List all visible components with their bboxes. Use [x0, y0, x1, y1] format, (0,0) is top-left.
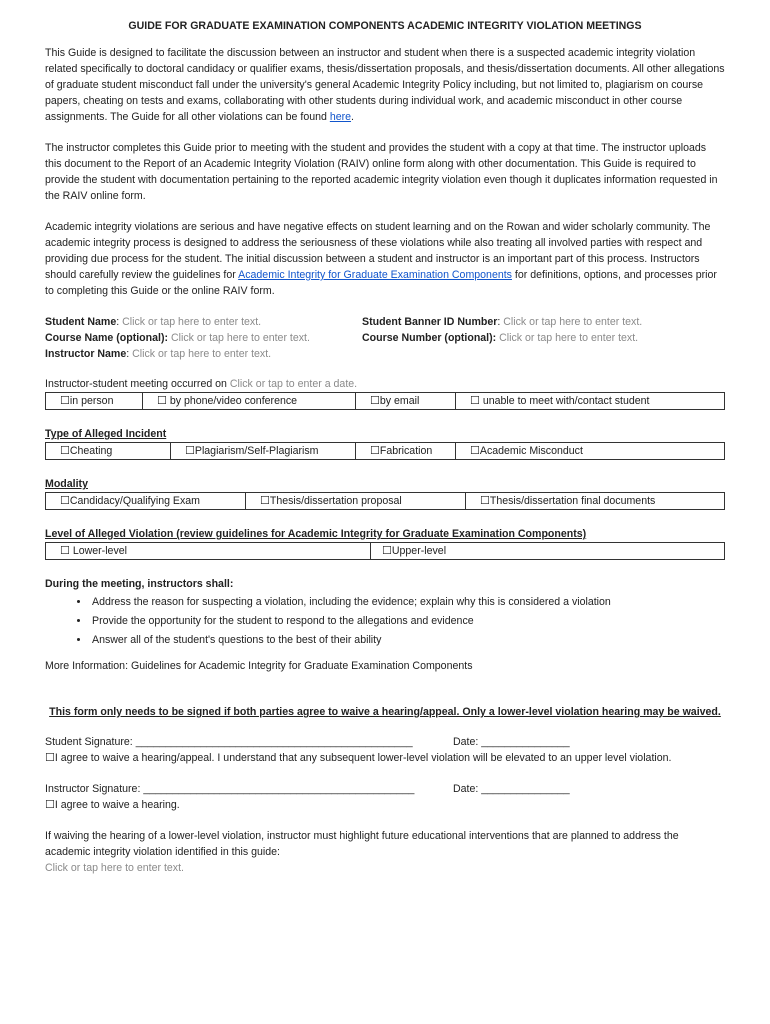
incident-option-plagiarism[interactable] [171, 443, 356, 459]
option-label: Plagiarism/Self-Plagiarism [194, 445, 319, 457]
student-date-field[interactable]: Date: _______________ [453, 736, 570, 748]
student-name-row [45, 314, 362, 330]
checkbox-icon: ☐ [185, 444, 195, 457]
student-name-field[interactable]: Click or tap here to enter text. [122, 316, 262, 328]
more-info: More Information: Guidelines for Academic Integrity for Graduate Examination Components [45, 660, 473, 672]
banner-id-sep: : [497, 316, 504, 328]
incident-option-misconduct[interactable] [456, 443, 724, 459]
instructor-signature-row [45, 781, 725, 797]
modality-option-final[interactable] [466, 493, 724, 509]
option-label: in person [69, 395, 114, 407]
banner-id-field[interactable]: Click or tap here to enter text. [503, 316, 643, 328]
guidelines-link[interactable]: Academic Integrity for Graduate Examination Components [238, 269, 512, 281]
checkbox-icon: ☐ [370, 444, 380, 457]
meeting-options-row [45, 392, 725, 410]
checkbox-icon: ☐ [370, 394, 380, 407]
instructor-waive-label: I agree to waive a hearing. [54, 799, 180, 811]
instructor-name-sep: : [126, 348, 133, 360]
intro-paragraph-1 [45, 45, 725, 125]
option-label: Thesis/dissertation final documents [489, 495, 656, 507]
waiver-interventions-field[interactable]: Click or tap here to enter text. [45, 862, 184, 874]
instructor-waive-row[interactable] [45, 797, 725, 813]
student-signature-field[interactable]: Student Signature: _______________________________________________ [45, 736, 413, 748]
option-label: by email [379, 395, 420, 407]
intro-text-1: This Guide is designed to facilitate the discussion between an instructor and student when there is a suspected academic integrity violation related specifically to doctoral candidacy or qualifier exams, thesis/dissertation proposals, and thesis/dissertation documents. All other allegations of graduate student misconduct fall under the university's general Academic Integrity Policy including, but not limited to, plagiarism on course papers, cheating on tests and exams, collaborating with other students during individual work, and academic misconduct in other course assignments. The Guide for all other violations can be found [45, 47, 725, 123]
course-number-row [362, 330, 725, 346]
checkbox-icon: ☐ [260, 494, 270, 507]
meeting-option-email[interactable] [356, 393, 456, 409]
instructor-name-field[interactable]: Click or tap here to enter text. [132, 348, 272, 360]
course-number-field[interactable]: Click or tap here to enter text. [499, 332, 639, 344]
checkbox-icon: ☐ [480, 494, 490, 507]
intro-paragraph-2: The instructor completes this Guide prior to meeting with the student and provides the student with a copy at that time. The instructor uploads this document to the Report of an Academic Integrity Violation (RAIV) online form along with other documentation. This Guide is required to provide the student with documentation pertaining to the reported academic integrity violation even though it duplicates information requested in the RAIV online form. [45, 142, 718, 202]
option-label: Candidacy/Qualifying Exam [69, 495, 201, 507]
course-name-field[interactable]: Click or tap here to enter text. [170, 332, 310, 344]
meeting-date-label: Instructor-student meeting occurred on [45, 378, 230, 390]
student-signature-row [45, 734, 725, 750]
level-heading: Level of Alleged Violation (review guidelines for Academic Integrity for Graduate Examination Components) [45, 528, 587, 540]
modality-option-candidacy[interactable] [46, 493, 246, 509]
course-name-row [45, 330, 362, 346]
student-name-sep: : [116, 316, 123, 328]
duty-item: • Answer all of the student's questions to the best of their ability [90, 632, 725, 648]
banner-id-label: Student Banner ID Number [362, 316, 498, 328]
incident-options-row [45, 442, 725, 460]
instructor-date-field[interactable]: Date: _______________ [453, 783, 570, 795]
student-waive-label: I agree to waive a hearing/appeal. I understand that any subsequent lower-level violation will be elevated to an upper level violation. [54, 752, 672, 764]
duties-heading: During the meeting, instructors shall: [45, 578, 234, 590]
option-label: Cheating [69, 445, 113, 457]
banner-id-row [362, 314, 725, 330]
meeting-option-unable[interactable] [456, 393, 724, 409]
checkbox-icon: ☐ [157, 394, 167, 407]
level-options-row [45, 542, 725, 560]
level-option-upper[interactable] [371, 543, 724, 559]
option-label: Fabrication [379, 445, 433, 457]
meeting-option-in-person[interactable] [46, 393, 143, 409]
incident-option-fabrication[interactable] [356, 443, 456, 459]
option-label: Thesis/dissertation proposal [269, 495, 402, 507]
info-fields-left [45, 314, 362, 362]
meeting-option-phone-video[interactable] [143, 393, 356, 409]
incident-heading: Type of Alleged Incident [45, 428, 167, 440]
instructor-name-row [45, 346, 362, 362]
info-fields [45, 314, 725, 362]
intro-text-3-end: for definitions, options, and processes prior to completing this Guide or the online RAIV form. [45, 269, 717, 297]
modality-option-proposal[interactable] [246, 493, 466, 509]
option-label: Academic Misconduct [479, 445, 583, 457]
instructor-name-label: Instructor Name [45, 348, 127, 360]
student-waive-row[interactable] [45, 750, 725, 766]
course-number-label: Course Number (optional): [362, 332, 497, 344]
checkbox-icon: ☐ [45, 798, 55, 811]
checkbox-icon: ☐ [470, 444, 480, 457]
intro-text-1-end: . [351, 111, 354, 123]
signature-note: This form only needs to be signed if both parties agree to waive a hearing/appeal. Only a lower-level violation hearing may be waived. [49, 706, 721, 718]
checkbox-icon: ☐ [60, 394, 70, 407]
meeting-date-field[interactable]: Click or tap to enter a date. [229, 378, 358, 390]
intro-paragraph-3 [45, 219, 725, 299]
guide-link-here[interactable]: here [329, 111, 352, 123]
student-name-label: Student Name [45, 316, 117, 328]
modality-options-row [45, 492, 725, 510]
incident-option-cheating[interactable] [46, 443, 171, 459]
checkbox-icon: ☐ [382, 544, 392, 557]
instructor-signature-field[interactable]: Instructor Signature: ______________________________________________ [45, 783, 415, 795]
meeting-date-row [45, 376, 725, 392]
checkbox-icon: ☐ [470, 394, 480, 407]
duty-item: • Provide the opportunity for the student to respond to the allegations and evidence [90, 613, 725, 629]
duties-list [45, 594, 725, 648]
modality-heading: Modality [45, 478, 88, 490]
intro-text-3: Academic integrity violations are serious and have negative effects on student learning and on the Rowan and wider scholarly community. The academic integrity process is designed to address the seriousness of these violations while also treating all involved parties with respect and providing due process for the student. The initial discussion between a student and instructor is an important part of this process. Instructors should carefully review the guidelines for [45, 221, 711, 281]
document-title: GUIDE FOR GRADUATE EXAMINATION COMPONENTS ACADEMIC INTEGRITY VIOLATION MEETINGS [128, 20, 642, 32]
info-fields-right [362, 314, 725, 362]
option-label: Lower-level [69, 545, 127, 557]
checkbox-icon: ☐ [60, 544, 70, 557]
level-option-lower[interactable] [46, 543, 371, 559]
option-label: Upper-level [391, 545, 447, 557]
duty-item: • Address the reason for suspecting a violation, including the evidence; explain why this is considered a violation [90, 594, 725, 610]
checkbox-icon: ☐ [60, 444, 70, 457]
checkbox-icon: ☐ [60, 494, 70, 507]
option-label: by phone/video conference [166, 395, 298, 407]
course-name-label: Course Name (optional): [45, 332, 169, 344]
waiver-note: If waiving the hearing of a lower-level violation, instructor must highlight future educational interventions that are planned to address the academic integrity violation identified in this guide: [45, 830, 679, 858]
checkbox-icon: ☐ [45, 751, 55, 764]
option-label: unable to meet with/contact student [479, 395, 650, 407]
